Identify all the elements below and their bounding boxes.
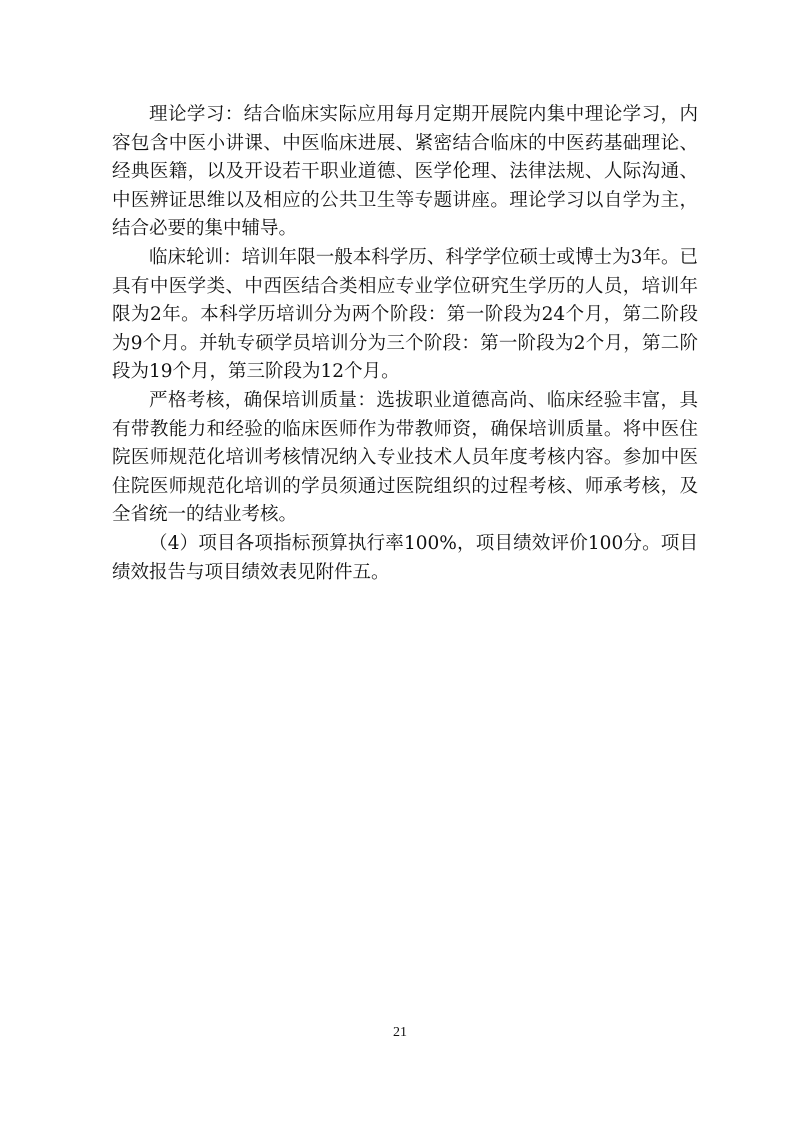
paragraph-clinical-rotation: 临床轮训：培训年限一般本科学历、科学学位硕士或博士为3年。已具有中医学类、中西医结合类相应专业学位研究生学历的人员，培训年限为2年。本科学历培训分为两个阶段：第一阶段为24个月，第二阶段为9个月。并轨专硕学员培训分为三个阶段：第一阶段为2个月，第二阶段为19个月，第三阶段为12个月。 <box>112 246 698 383</box>
page-number: 21 <box>393 1025 407 1040</box>
paragraph-theory-study: 理论学习：结合临床实际应用每月定期开展院内集中理论学习，内容包含中医小讲课、中医临床进展、紧密结合临床的中医药基础理论、经典医籍，以及开设若干职业道德、医学伦理、法律法规、人际沟通、中医辨证思维以及相应的公共卫生等专题讲座。理论学习以自学为主，结合必要的集中辅导。 <box>112 104 698 240</box>
paragraph-performance-evaluation: （4）项目各项指标预算执行率100%，项目绩效评价100分。项目绩效报告与项目绩效表见附件五。 <box>112 532 698 583</box>
paragraph-strict-assessment: 严格考核，确保培训质量：选拔职业道德高尚、临床经验丰富，具有带教能力和经验的临床医师作为带教师资，确保培训质量。将中医住院医师规范化培训考核情况纳入专业技术人员年度考核内容。参加中医住院医师规范化培训的学员须通过医院组织的过程考核、师承考核，及全省统一的结业考核。 <box>112 389 698 526</box>
document-body <box>112 101 698 587</box>
